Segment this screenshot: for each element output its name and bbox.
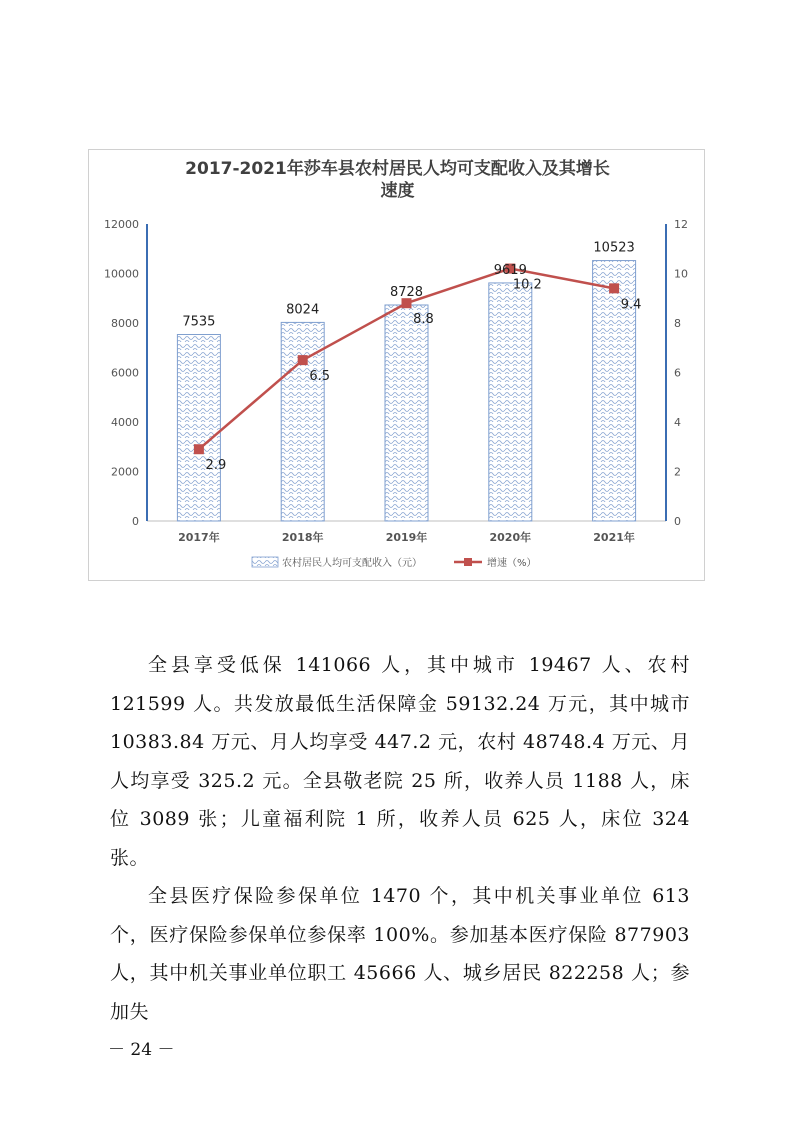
y-tick-left: 8000 xyxy=(111,317,139,330)
y-tick-right: 10 xyxy=(674,267,688,281)
x-tick-label: 2017年 xyxy=(178,531,220,544)
y-tick-right: 4 xyxy=(674,416,681,429)
y-tick-left: 6000 xyxy=(111,366,139,380)
growth-marker xyxy=(609,283,619,293)
bar-value-label: 7535 xyxy=(182,314,216,330)
growth-value-label: 9.4 xyxy=(620,297,642,313)
paragraph-medical-insurance: 全县医疗保险参保单位 1470 个，其中机关事业单位 613 个，医疗保险参保单位参保率 100%。参加基本医疗保险 877903 人，其中机关事业单位职工 45666 人、城乡居民 822258 人；参加失 xyxy=(110,885,690,1023)
legend-line-label: 增速（%） xyxy=(487,558,537,569)
y-tick-right: 2 xyxy=(674,465,681,479)
growth-value-label: 2.9 xyxy=(205,458,227,474)
chart-container xyxy=(88,149,705,581)
y-tick-left: 0 xyxy=(132,515,139,528)
bar xyxy=(385,305,428,521)
chart-title-line1: 2017-2021年莎车县农村居民人均可支配收入及其增长 xyxy=(185,159,610,179)
y-tick-left: 2000 xyxy=(111,465,139,479)
x-tick-label: 2018年 xyxy=(281,531,324,544)
growth-marker xyxy=(194,444,204,454)
x-tick-label: 2020年 xyxy=(489,531,532,544)
growth-marker xyxy=(298,355,308,365)
growth-value-label: 10.2 xyxy=(512,277,542,293)
bar-value-label: 9619 xyxy=(493,262,527,278)
y-tick-left: 12000 xyxy=(104,218,139,231)
growth-value-label: 8.8 xyxy=(413,312,434,328)
y-tick-right: 8 xyxy=(674,317,681,330)
y-tick-right: 6 xyxy=(674,366,681,380)
x-tick-label: 2021年 xyxy=(593,531,635,544)
legend-bar-swatch xyxy=(252,557,278,567)
x-tick-label: 2019年 xyxy=(385,531,428,544)
income-chart xyxy=(89,150,706,582)
bar-value-label: 8728 xyxy=(389,284,424,300)
bar xyxy=(177,335,220,521)
body-text xyxy=(110,646,690,1031)
paragraph-social-assistance: 全县享受低保 141066 人，其中城市 19467 人、农村 121599 人。共发放最低生活保障金 59132.24 万元，其中城市 10383.84 万元、月人均享受 447.2 元，农村 48748.4 万元、月人均享受 325.2 元。全县敬老院 25 所，收养人员 1188 人，床位 3089 张；儿童福利院 1 所，收养人员 625 人，床位 324 张。 xyxy=(110,654,690,869)
bar-value-label: 10523 xyxy=(593,240,635,256)
legend-bar-label: 农村居民人均可支配收入（元） xyxy=(282,558,422,569)
bar xyxy=(489,283,532,521)
legend-line-marker xyxy=(464,558,472,566)
y-tick-left: 4000 xyxy=(111,416,139,429)
chart-title-line2: 速度 xyxy=(380,181,415,201)
y-tick-right: 0 xyxy=(674,515,681,528)
page-number: － 24 － xyxy=(108,1040,175,1060)
bar-value-label: 8024 xyxy=(286,302,320,318)
y-tick-left: 10000 xyxy=(104,267,139,281)
growth-value-label: 6.5 xyxy=(309,369,331,385)
y-tick-right: 12 xyxy=(674,218,688,231)
